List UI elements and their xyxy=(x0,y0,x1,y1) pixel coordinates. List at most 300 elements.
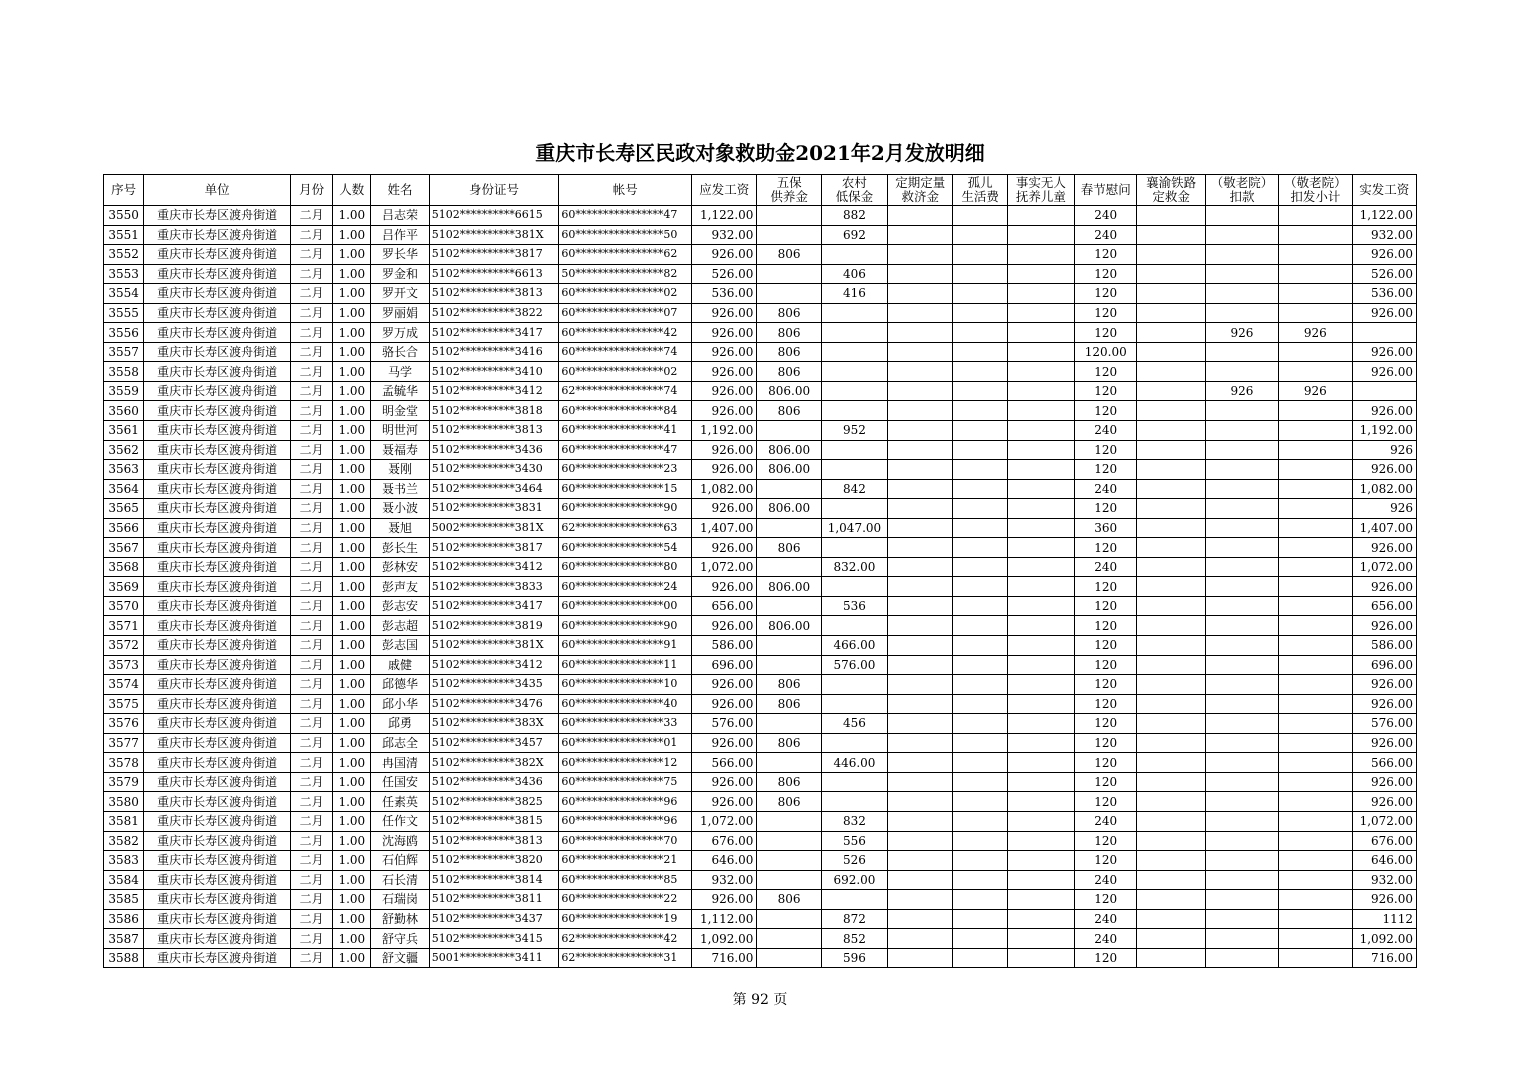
cell-payable: 932.00 xyxy=(692,225,757,245)
cell-id-number: 5102**********3417 xyxy=(429,596,559,616)
cell-month: 二月 xyxy=(290,772,332,792)
table-row xyxy=(104,831,1417,851)
cell-unit: 重庆市长寿区渡舟街道 xyxy=(144,264,291,284)
cell-account: 60****************96 xyxy=(559,792,692,812)
cell-unit: 重庆市长寿区渡舟街道 xyxy=(144,206,291,226)
cell-dingqi xyxy=(888,929,953,949)
table-row xyxy=(104,733,1417,753)
cell-name: 罗长华 xyxy=(371,245,429,265)
cell-name: 马学 xyxy=(371,362,429,382)
cell-jlyuan-subtotal xyxy=(1279,948,1352,968)
cell-payable: 696.00 xyxy=(692,655,757,675)
cell-xiangyu xyxy=(1137,772,1205,792)
cell-count: 1.00 xyxy=(333,929,371,949)
cell-unit: 重庆市长寿区渡舟街道 xyxy=(144,909,291,929)
cell-seq: 3572 xyxy=(104,636,144,656)
cell-guer xyxy=(953,518,1007,538)
table-row xyxy=(104,440,1417,460)
cell-dingqi xyxy=(888,948,953,968)
cell-jlyuan-subtotal xyxy=(1279,714,1352,734)
cell-month: 二月 xyxy=(290,362,332,382)
table-row xyxy=(104,401,1417,421)
cell-wubao xyxy=(757,714,821,734)
cell-xiangyu xyxy=(1137,460,1205,480)
cell-guer xyxy=(953,851,1007,871)
cell-actual: 926 xyxy=(1352,499,1416,519)
cell-unit: 重庆市长寿区渡舟街道 xyxy=(144,460,291,480)
cell-name: 石瑞岗 xyxy=(371,890,429,910)
cell-seq: 3573 xyxy=(104,655,144,675)
table-row xyxy=(104,479,1417,499)
cell-id-number: 5102**********3457 xyxy=(429,733,559,753)
cell-unit: 重庆市长寿区渡舟街道 xyxy=(144,948,291,968)
cell-jlyuan-deduct: 926 xyxy=(1205,323,1278,343)
cell-account: 60****************85 xyxy=(559,870,692,890)
cell-seq: 3561 xyxy=(104,421,144,441)
cell-seq: 3575 xyxy=(104,694,144,714)
cell-count: 1.00 xyxy=(333,460,371,480)
cell-month: 二月 xyxy=(290,753,332,773)
cell-dingqi xyxy=(888,518,953,538)
cell-wubao xyxy=(757,870,821,890)
cell-chunjie: 120 xyxy=(1075,792,1137,812)
cell-dibao xyxy=(821,342,887,362)
cell-payable: 1,407.00 xyxy=(692,518,757,538)
cell-account: 60****************40 xyxy=(559,694,692,714)
cell-payable: 932.00 xyxy=(692,870,757,890)
table-row xyxy=(104,811,1417,831)
cell-payable: 926.00 xyxy=(692,499,757,519)
cell-dibao xyxy=(821,460,887,480)
cell-seq: 3570 xyxy=(104,596,144,616)
cell-unit: 重庆市长寿区渡舟街道 xyxy=(144,401,291,421)
cell-jlyuan-deduct xyxy=(1205,714,1278,734)
cell-chunjie: 240 xyxy=(1075,206,1137,226)
cell-payable: 656.00 xyxy=(692,596,757,616)
cell-dibao: 596 xyxy=(821,948,887,968)
column-header-dingqi: 定期定量 救济金 xyxy=(888,175,953,206)
cell-actual: 1,122.00 xyxy=(1352,206,1416,226)
cell-shishi xyxy=(1007,675,1074,695)
cell-jlyuan-deduct xyxy=(1205,851,1278,871)
cell-dingqi xyxy=(888,342,953,362)
cell-name: 冉国清 xyxy=(371,753,429,773)
cell-jlyuan-subtotal xyxy=(1279,851,1352,871)
cell-wubao: 806.00 xyxy=(757,460,821,480)
cell-actual xyxy=(1352,381,1416,401)
cell-jlyuan-deduct xyxy=(1205,890,1278,910)
cell-month: 二月 xyxy=(290,440,332,460)
cell-month: 二月 xyxy=(290,909,332,929)
cell-guer xyxy=(953,303,1007,323)
cell-jlyuan-subtotal xyxy=(1279,596,1352,616)
cell-count: 1.00 xyxy=(333,714,371,734)
cell-jlyuan-deduct xyxy=(1205,362,1278,382)
cell-month: 二月 xyxy=(290,694,332,714)
column-header-payable: 应发工资 xyxy=(692,175,757,206)
cell-dingqi xyxy=(888,362,953,382)
cell-shishi xyxy=(1007,948,1074,968)
cell-month: 二月 xyxy=(290,929,332,949)
cell-chunjie: 120 xyxy=(1075,499,1137,519)
cell-name: 吕作平 xyxy=(371,225,429,245)
cell-jlyuan-deduct xyxy=(1205,772,1278,792)
cell-seq: 3569 xyxy=(104,577,144,597)
cell-name: 罗开文 xyxy=(371,284,429,304)
cell-actual: 566.00 xyxy=(1352,753,1416,773)
cell-jlyuan-subtotal xyxy=(1279,440,1352,460)
cell-payable: 926.00 xyxy=(692,616,757,636)
cell-name: 明金堂 xyxy=(371,401,429,421)
cell-payable: 926.00 xyxy=(692,792,757,812)
cell-name: 舒守兵 xyxy=(371,929,429,949)
cell-xiangyu xyxy=(1137,675,1205,695)
cell-id-number: 5102**********381X xyxy=(429,636,559,656)
cell-dingqi xyxy=(888,323,953,343)
cell-account: 60****************62 xyxy=(559,245,692,265)
column-header-jlyuan-deduct: （敬老院） 扣款 xyxy=(1205,175,1278,206)
cell-actual: 926 xyxy=(1352,440,1416,460)
cell-count: 1.00 xyxy=(333,440,371,460)
cell-dibao xyxy=(821,890,887,910)
cell-id-number: 5102**********383X xyxy=(429,714,559,734)
cell-wubao xyxy=(757,206,821,226)
cell-shishi xyxy=(1007,616,1074,636)
cell-dingqi xyxy=(888,694,953,714)
cell-dibao xyxy=(821,616,887,636)
cell-wubao: 806 xyxy=(757,323,821,343)
cell-actual: 926.00 xyxy=(1352,675,1416,695)
cell-actual: 1,407.00 xyxy=(1352,518,1416,538)
cell-account: 60****************70 xyxy=(559,831,692,851)
cell-account: 60****************07 xyxy=(559,303,692,323)
cell-account: 60****************96 xyxy=(559,811,692,831)
cell-guer xyxy=(953,694,1007,714)
cell-unit: 重庆市长寿区渡舟街道 xyxy=(144,342,291,362)
cell-dingqi xyxy=(888,616,953,636)
cell-month: 二月 xyxy=(290,616,332,636)
cell-xiangyu xyxy=(1137,694,1205,714)
cell-unit: 重庆市长寿区渡舟街道 xyxy=(144,518,291,538)
cell-actual: 696.00 xyxy=(1352,655,1416,675)
cell-jlyuan-subtotal xyxy=(1279,362,1352,382)
cell-shishi xyxy=(1007,733,1074,753)
cell-dibao xyxy=(821,245,887,265)
cell-unit: 重庆市长寿区渡舟街道 xyxy=(144,440,291,460)
cell-count: 1.00 xyxy=(333,577,371,597)
cell-shishi xyxy=(1007,811,1074,831)
cell-wubao: 806 xyxy=(757,538,821,558)
cell-guer xyxy=(953,577,1007,597)
cell-month: 二月 xyxy=(290,245,332,265)
cell-payable: 926.00 xyxy=(692,323,757,343)
cell-unit: 重庆市长寿区渡舟街道 xyxy=(144,303,291,323)
cell-dingqi xyxy=(888,264,953,284)
cell-shishi xyxy=(1007,264,1074,284)
cell-name: 聂刚 xyxy=(371,460,429,480)
cell-dibao: 526 xyxy=(821,851,887,871)
cell-actual: 526.00 xyxy=(1352,264,1416,284)
cell-shishi xyxy=(1007,460,1074,480)
cell-xiangyu xyxy=(1137,479,1205,499)
cell-dingqi xyxy=(888,479,953,499)
cell-wubao xyxy=(757,929,821,949)
cell-count: 1.00 xyxy=(333,890,371,910)
cell-wubao: 806 xyxy=(757,675,821,695)
cell-xiangyu xyxy=(1137,733,1205,753)
cell-id-number: 5102**********3412 xyxy=(429,655,559,675)
cell-unit: 重庆市长寿区渡舟街道 xyxy=(144,577,291,597)
cell-name: 舒文疆 xyxy=(371,948,429,968)
cell-guer xyxy=(953,284,1007,304)
cell-name: 聂福寿 xyxy=(371,440,429,460)
cell-count: 1.00 xyxy=(333,206,371,226)
cell-dingqi xyxy=(888,733,953,753)
cell-account: 62****************74 xyxy=(559,381,692,401)
cell-shishi xyxy=(1007,636,1074,656)
cell-guer xyxy=(953,440,1007,460)
cell-count: 1.00 xyxy=(333,538,371,558)
cell-account: 60****************22 xyxy=(559,890,692,910)
cell-dingqi xyxy=(888,772,953,792)
cell-chunjie: 120 xyxy=(1075,948,1137,968)
column-header-name: 姓名 xyxy=(371,175,429,206)
cell-seq: 3580 xyxy=(104,792,144,812)
cell-jlyuan-deduct xyxy=(1205,460,1278,480)
cell-xiangyu xyxy=(1137,948,1205,968)
cell-payable: 926.00 xyxy=(692,733,757,753)
cell-name: 石伯辉 xyxy=(371,851,429,871)
cell-shishi xyxy=(1007,440,1074,460)
cell-guer xyxy=(953,245,1007,265)
cell-id-number: 5102**********3476 xyxy=(429,694,559,714)
cell-name: 邱小华 xyxy=(371,694,429,714)
table-row xyxy=(104,596,1417,616)
cell-guer xyxy=(953,948,1007,968)
cell-shishi xyxy=(1007,772,1074,792)
cell-wubao xyxy=(757,421,821,441)
cell-account: 60****************10 xyxy=(559,675,692,695)
cell-actual: 646.00 xyxy=(1352,851,1416,871)
table-body xyxy=(104,206,1417,968)
cell-xiangyu xyxy=(1137,753,1205,773)
cell-xiangyu xyxy=(1137,284,1205,304)
cell-dibao xyxy=(821,733,887,753)
cell-jlyuan-deduct xyxy=(1205,538,1278,558)
table-row xyxy=(104,225,1417,245)
cell-dingqi xyxy=(888,401,953,421)
cell-shishi xyxy=(1007,792,1074,812)
cell-dibao: 692 xyxy=(821,225,887,245)
cell-payable: 1,122.00 xyxy=(692,206,757,226)
cell-guer xyxy=(953,890,1007,910)
cell-chunjie: 120 xyxy=(1075,303,1137,323)
cell-count: 1.00 xyxy=(333,421,371,441)
cell-payable: 926.00 xyxy=(692,772,757,792)
cell-seq: 3584 xyxy=(104,870,144,890)
table-row xyxy=(104,890,1417,910)
cell-xiangyu xyxy=(1137,518,1205,538)
cell-month: 二月 xyxy=(290,948,332,968)
cell-unit: 重庆市长寿区渡舟街道 xyxy=(144,851,291,871)
cell-jlyuan-deduct xyxy=(1205,636,1278,656)
cell-payable: 676.00 xyxy=(692,831,757,851)
cell-unit: 重庆市长寿区渡舟街道 xyxy=(144,225,291,245)
cell-wubao: 806.00 xyxy=(757,440,821,460)
cell-count: 1.00 xyxy=(333,753,371,773)
cell-account: 60****************47 xyxy=(559,206,692,226)
cell-jlyuan-deduct xyxy=(1205,811,1278,831)
cell-dibao: 556 xyxy=(821,831,887,851)
cell-month: 二月 xyxy=(290,225,332,245)
cell-jlyuan-subtotal xyxy=(1279,577,1352,597)
cell-month: 二月 xyxy=(290,284,332,304)
cell-jlyuan-subtotal: 926 xyxy=(1279,323,1352,343)
cell-jlyuan-subtotal xyxy=(1279,733,1352,753)
cell-chunjie: 120 xyxy=(1075,264,1137,284)
cell-id-number: 5102**********3436 xyxy=(429,772,559,792)
cell-dingqi xyxy=(888,440,953,460)
cell-dingqi xyxy=(888,538,953,558)
cell-month: 二月 xyxy=(290,323,332,343)
cell-dingqi xyxy=(888,890,953,910)
cell-id-number: 5102**********3813 xyxy=(429,831,559,851)
cell-name: 石长清 xyxy=(371,870,429,890)
page-title: 重庆市长寿区民政对象救助金2021年2月发放明细 xyxy=(535,141,985,165)
cell-jlyuan-deduct xyxy=(1205,284,1278,304)
cell-unit: 重庆市长寿区渡舟街道 xyxy=(144,538,291,558)
table-row xyxy=(104,714,1417,734)
cell-shishi xyxy=(1007,381,1074,401)
cell-payable: 576.00 xyxy=(692,714,757,734)
cell-jlyuan-subtotal xyxy=(1279,890,1352,910)
cell-unit: 重庆市长寿区渡舟街道 xyxy=(144,381,291,401)
cell-jlyuan-deduct xyxy=(1205,694,1278,714)
cell-dibao: 576.00 xyxy=(821,655,887,675)
cell-chunjie: 240 xyxy=(1075,870,1137,890)
cell-xiangyu xyxy=(1137,909,1205,929)
cell-name: 任作文 xyxy=(371,811,429,831)
cell-id-number: 5102**********3811 xyxy=(429,890,559,910)
cell-dingqi xyxy=(888,851,953,871)
cell-xiangyu xyxy=(1137,381,1205,401)
cell-name: 彭志国 xyxy=(371,636,429,656)
cell-chunjie: 240 xyxy=(1075,421,1137,441)
cell-payable: 526.00 xyxy=(692,264,757,284)
cell-dingqi xyxy=(888,596,953,616)
cell-dibao xyxy=(821,538,887,558)
table-row xyxy=(104,577,1417,597)
cell-wubao: 806.00 xyxy=(757,499,821,519)
cell-wubao: 806.00 xyxy=(757,381,821,401)
cell-jlyuan-deduct: 926 xyxy=(1205,381,1278,401)
cell-count: 1.00 xyxy=(333,733,371,753)
cell-month: 二月 xyxy=(290,792,332,812)
cell-jlyuan-deduct xyxy=(1205,616,1278,636)
cell-count: 1.00 xyxy=(333,557,371,577)
cell-guer xyxy=(953,401,1007,421)
cell-name: 邱勇 xyxy=(371,714,429,734)
cell-count: 1.00 xyxy=(333,851,371,871)
cell-shishi xyxy=(1007,694,1074,714)
cell-shishi xyxy=(1007,421,1074,441)
cell-jlyuan-subtotal xyxy=(1279,401,1352,421)
cell-seq: 3554 xyxy=(104,284,144,304)
cell-account: 60****************02 xyxy=(559,362,692,382)
cell-name: 聂旭 xyxy=(371,518,429,538)
cell-dingqi xyxy=(888,303,953,323)
cell-name: 聂书兰 xyxy=(371,479,429,499)
cell-id-number: 5102**********3819 xyxy=(429,616,559,636)
column-header-seq: 序号 xyxy=(104,175,144,206)
cell-payable: 926.00 xyxy=(692,577,757,597)
cell-dibao: 952 xyxy=(821,421,887,441)
cell-xiangyu xyxy=(1137,714,1205,734)
cell-name: 邱志全 xyxy=(371,733,429,753)
cell-payable: 926.00 xyxy=(692,401,757,421)
cell-xiangyu xyxy=(1137,890,1205,910)
cell-jlyuan-subtotal xyxy=(1279,636,1352,656)
cell-dibao xyxy=(821,499,887,519)
cell-xiangyu xyxy=(1137,636,1205,656)
cell-jlyuan-subtotal xyxy=(1279,538,1352,558)
cell-chunjie: 120 xyxy=(1075,851,1137,871)
cell-id-number: 5102**********3815 xyxy=(429,811,559,831)
cell-seq: 3576 xyxy=(104,714,144,734)
cell-wubao: 806 xyxy=(757,890,821,910)
table-row xyxy=(104,499,1417,519)
cell-count: 1.00 xyxy=(333,381,371,401)
cell-month: 二月 xyxy=(290,303,332,323)
cell-month: 二月 xyxy=(290,811,332,831)
cell-count: 1.00 xyxy=(333,675,371,695)
cell-id-number: 5102**********3435 xyxy=(429,675,559,695)
cell-actual: 926.00 xyxy=(1352,890,1416,910)
table-row xyxy=(104,655,1417,675)
cell-guer xyxy=(953,909,1007,929)
cell-dibao: 692.00 xyxy=(821,870,887,890)
cell-seq: 3578 xyxy=(104,753,144,773)
cell-account: 60****************12 xyxy=(559,753,692,773)
cell-account: 60****************01 xyxy=(559,733,692,753)
table-row xyxy=(104,636,1417,656)
cell-unit: 重庆市长寿区渡舟街道 xyxy=(144,616,291,636)
cell-id-number: 5102**********3412 xyxy=(429,557,559,577)
cell-shishi xyxy=(1007,284,1074,304)
cell-account: 60****************11 xyxy=(559,655,692,675)
cell-dingqi xyxy=(888,714,953,734)
cell-seq: 3579 xyxy=(104,772,144,792)
cell-jlyuan-deduct xyxy=(1205,909,1278,929)
cell-seq: 3560 xyxy=(104,401,144,421)
cell-dibao xyxy=(821,694,887,714)
cell-account: 62****************42 xyxy=(559,929,692,949)
cell-guer xyxy=(953,323,1007,343)
cell-count: 1.00 xyxy=(333,636,371,656)
cell-id-number: 5102**********3831 xyxy=(429,499,559,519)
cell-wubao xyxy=(757,811,821,831)
cell-wubao xyxy=(757,284,821,304)
cell-chunjie: 120 xyxy=(1075,284,1137,304)
cell-month: 二月 xyxy=(290,460,332,480)
cell-seq: 3550 xyxy=(104,206,144,226)
cell-account: 60****************33 xyxy=(559,714,692,734)
cell-count: 1.00 xyxy=(333,870,371,890)
cell-xiangyu xyxy=(1137,811,1205,831)
cell-xiangyu xyxy=(1137,557,1205,577)
cell-shishi xyxy=(1007,245,1074,265)
cell-seq: 3566 xyxy=(104,518,144,538)
